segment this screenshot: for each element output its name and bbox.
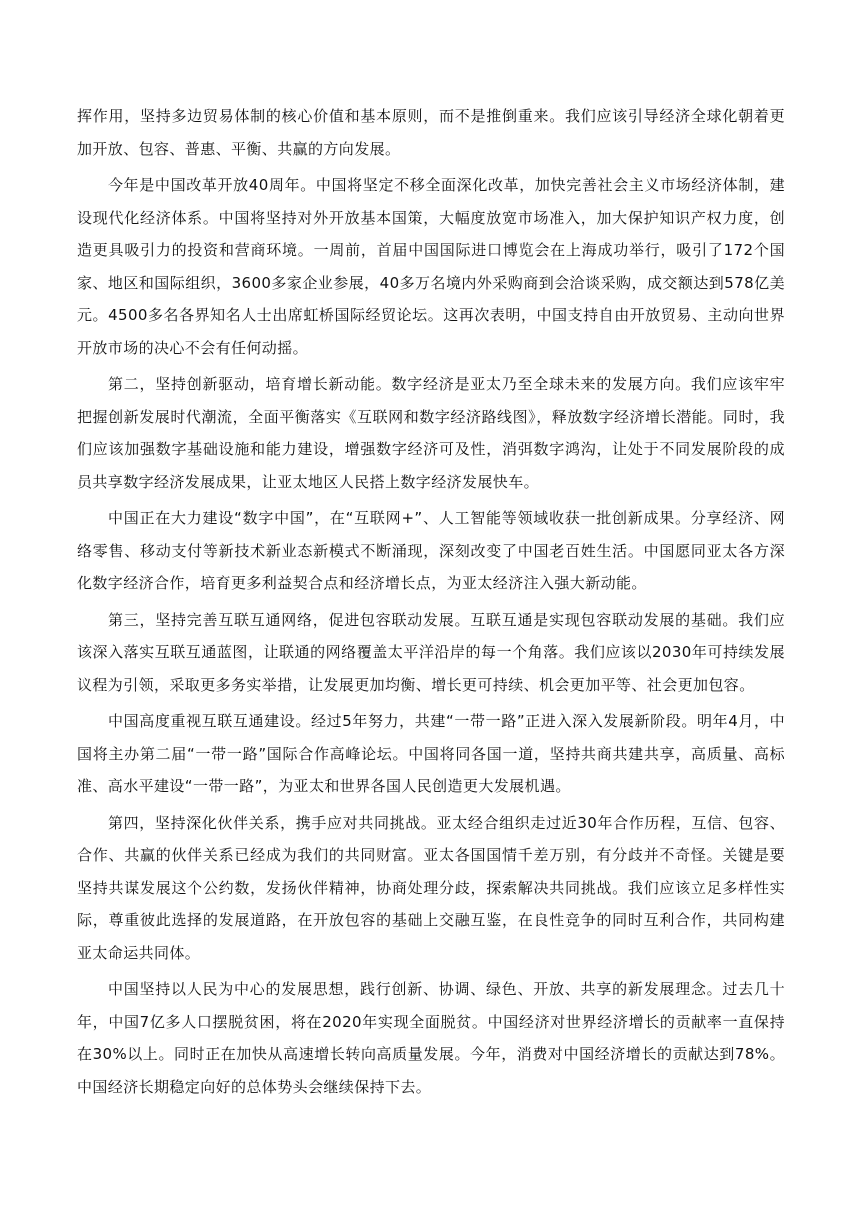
document-body bbox=[77, 100, 785, 1107]
paragraph-connectivity: 第三，坚持完善互联互通网络，促进包容联动发展。互联互通是实现包容联动发展的基础。我们应该深入落实互联互通蓝图，让联通的网络覆盖太平洋沿岸的每一个角落。我们应该以2030年可持续发展议程为引领，采取更多务实举措，让发展更加均衡、增长更可持续、机会更加平等、社会更加包容。 bbox=[77, 610, 785, 694]
paragraph-reform-opening: 今年是中国改革开放40周年。中国将坚定不移全面深化改革，加快完善社会主义市场经济体制，建设现代化经济体系。中国将坚持对外开放基本国策，大幅度放宽市场准入，加大保护知识产权力度，创造更具吸引力的投资和营商环境。一周前，首届中国国际进口博览会在上海成功举行，吸引了172个国家、地区和国际组织，3600多家企业参展，40多万名境内外采购商到会洽谈采购，成交额达到578亿美元。4500多名各界知名人士出席虹桥国际经贸论坛。这再次表明，中国支持自由开放贸易、主动向世界开放市场的决心不会有任何动摇。 bbox=[77, 176, 785, 357]
paragraph-belt-and-road: 中国高度重视互联互通建设。经过5年努力，共建“一带一路”正进入深入发展新阶段。明年4月，中国将主办第二届“一带一路”国际合作高峰论坛。中国将同各国一道，坚持共商共建共享，高质量、高标准、高水平建设“一带一路”，为亚太和世界各国人民创造更大发展机遇。 bbox=[77, 712, 785, 795]
paragraph-continuation: 挥作用，坚持多边贸易体制的核心价值和基本原则，而不是推倒重来。我们应该引导经济全球化朝着更加开放、包容、普惠、平衡、共赢的方向发展。 bbox=[77, 107, 785, 158]
paragraph-partnership: 第四，坚持深化伙伴关系，携手应对共同挑战。亚太经合组织走过近30年合作历程，互信、包容、合作、共赢的伙伴关系已经成为我们的共同财富。亚太各国国情千差万别，有分歧并不奇怪。关键是要坚持共谋发展这个公约数，发扬伙伴精神，协商处理分歧，探索解决共同挑战。我们应该立足多样性实际，尊重彼此选择的发展道路，在开放包容的基础上交融互鉴，在良性竞争的同时互利合作，共同构建亚太命运共同体。 bbox=[77, 813, 785, 962]
paragraph-digital-china: 中国正在大力建设“数字中国”，在“互联网+”、人工智能等领域收获一批创新成果。分享经济、网络零售、移动支付等新技术新业态新模式不断涌现，深刻改变了中国老百姓生活。中国愿同亚太各方深化数字经济合作，培育更多利益契合点和经济增长点，为亚太经济注入强大新动能。 bbox=[77, 509, 785, 592]
paragraph-people-centered: 中国坚持以人民为中心的发展思想，践行创新、协调、绿色、开放、共享的新发展理念。过去几十年，中国7亿多人口摆脱贫困，将在2020年实现全面脱贫。中国经济对世界经济增长的贡献率一直保持在30%以上。同时正在加快从高速增长转向高质量发展。今年，消费对中国经济增长的贡献达到78%。中国经济长期稳定向好的总体势头会继续保持下去。 bbox=[77, 980, 785, 1096]
paragraph-innovation: 第二，坚持创新驱动，培育增长新动能。数字经济是亚太乃至全球未来的发展方向。我们应该牢牢把握创新发展时代潮流，全面平衡落实《互联网和数字经济路线图》，释放数字经济增长潜能。同时，我们应该加强数字基础设施和能力建设，增强数字经济可及性，消弭数字鸿沟，让处于不同发展阶段的成员共享数字经济发展成果，让亚太地区人民搭上数字经济发展快车。 bbox=[77, 375, 785, 491]
